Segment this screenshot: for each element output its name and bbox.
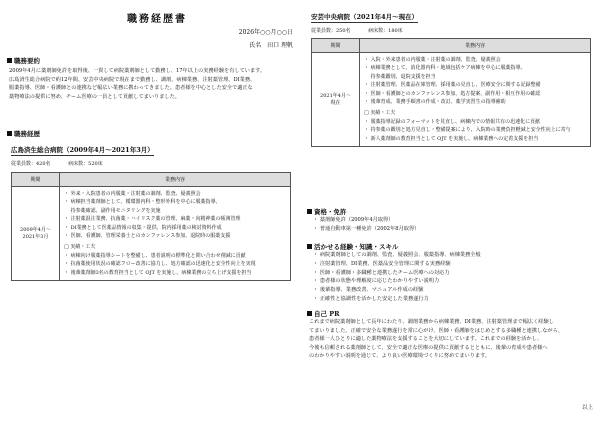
- skill-item: ・ 医師・看護師・多職種と連携したチーム医療への対応力: [313, 269, 450, 276]
- applicant-name: 氏名 田口 理帆: [249, 42, 293, 49]
- duty-item: ・ 後輩育成、業務手順書の作成・改訂、薬学実習生の指導補助: [364, 99, 506, 106]
- pr-text: [309, 318, 593, 361]
- square-bullet-icon: [307, 209, 312, 214]
- duty-item: ・ 病棟担当薬剤師として、循環器内科・整形外科を中心に服薬指導、: [64, 199, 221, 206]
- square-bullet-icon: [307, 311, 312, 316]
- licenses-list: [313, 216, 419, 234]
- company-meta: [311, 27, 419, 34]
- bed-count: 病床数：520床: [68, 161, 103, 167]
- pr-heading: 自己 PR: [307, 309, 340, 318]
- left-column: [7, 0, 293, 424]
- company-name: 安芸中央病院（2021年4月～現在）: [311, 13, 419, 21]
- employee-count: 従業員数：420名: [11, 161, 51, 167]
- duty-item: ・ 入院・外来患者の内服薬・注射薬の調剤、監査、疑義照会: [364, 57, 501, 63]
- skills-heading: 活かせる経験・知識・スキル: [307, 242, 398, 251]
- summary-line: 服薬指導、医師・看護師との連携など幅広い業務に携わってきました。患者様を中心とした安全で適正な: [9, 85, 253, 92]
- achievement-item: ・ 病棟向け服薬指導シートを整備し、患者説明の標準化と問い合わせ削減に貢献: [64, 252, 246, 259]
- period-header: 期間: [312, 39, 360, 53]
- content-header: 業務内容: [60, 173, 291, 187]
- skill-item: ・ 病院薬剤師としての調剤、監査、疑義照会、服薬指導、病棟業務全般: [313, 252, 481, 258]
- summary-text: [9, 67, 293, 101]
- period-cell: 2009年4月～ 2021年3月: [12, 187, 60, 281]
- content-cell: [360, 53, 591, 147]
- skill-item: ・ 注射薬管理、DI業務、医薬品安全管理に関する実務経験: [313, 260, 451, 267]
- closing-text: 以上: [581, 405, 593, 411]
- pr-line: てまいりました。正確で安全な業務遂行を常に心がけ、医師・看護師をはじめとする多職種と連携しながら、: [309, 327, 563, 334]
- achievement-item: ・ 持参薬の鑑別と処方見直し・整備提案により、入院時の業務負担軽減と安全性向上に寄与: [364, 127, 571, 134]
- achievement-item: ・ 服薬指導記録のフォーマットを見直し、病棟内での情報共有の迅速化に貢献: [364, 118, 541, 125]
- skill-item: ・ 後輩指導、業務改善、マニュアル作成の経験: [313, 287, 424, 294]
- achievements-heading: □ 実績・工夫: [364, 110, 396, 117]
- achievements-heading: □ 実績・工夫: [64, 244, 96, 251]
- bed-count: 病床数：180床: [368, 28, 403, 34]
- content-cell: [60, 187, 291, 281]
- pr-line: のわかりやすい説明を通じて、より良い医療環境づくりに努めてまいります。: [309, 353, 491, 360]
- licenses-heading: 資格・免許: [307, 207, 347, 216]
- license-item: ・ 薬剤師免許（2009年4月取得）: [313, 217, 394, 223]
- duty-item: 持参薬鑑別、退院支援を担当: [364, 73, 436, 80]
- summary-line: 広島済生総合病院で約12年間、安芸中央病院で現在まで勤務し、調剤、病棟業務、注射薬管理、DI業務、: [9, 76, 256, 83]
- period-header: 期間: [12, 173, 60, 187]
- square-bullet-icon: [7, 131, 12, 136]
- job-table: [11, 172, 291, 281]
- company-meta: [11, 160, 119, 167]
- duty-item: ・ DI業務として医薬品情報の収集・提供、院内採用薬の検討資料作成: [64, 224, 222, 231]
- achievement-item: ・ 後輩薬剤師3名の教育担当として OJT を実施し、病棟業務の立ち上げ支援を担当: [64, 269, 252, 276]
- duty-item: 持参薬確認、副作用モニタリングを実施: [64, 207, 161, 214]
- skills-list: [313, 251, 481, 304]
- duty-item: ・ 医師、看護師、管理栄養士とのカンファレンス参加、退院時の服薬支援: [64, 233, 231, 240]
- duty-item: ・ 医師・看護師とのカンファレンス参加、処方提案、副作用・相互作用の確認: [364, 90, 541, 97]
- company-name: 広島済生総合病院（2009年4月～2021年3月）: [11, 146, 154, 154]
- duty-item: ・ 注射薬混注業務、抗菌薬・ハイリスク薬の管理、麻薬・向精神薬の帳簿管理: [64, 216, 241, 223]
- job-table: [311, 38, 591, 147]
- summary-line: 薬物療法の提供に努め、チーム医療の一員として貢献してまいりました。: [9, 93, 180, 100]
- square-bullet-icon: [7, 58, 12, 63]
- employee-count: 従業員数：250名: [311, 28, 351, 34]
- summary-line: 2009年4月に薬剤師免許を取得後、一貫して病院薬剤師として勤務し、17年以上の実務経験を有しています。: [9, 68, 266, 74]
- license-item: ・ 普通自動車第一種免許（2002年8月取得）: [313, 225, 420, 232]
- achievement-item: ・ 新人薬剤師の教育担当として OJT を実施し、病棟業務への定着支援を担当: [364, 135, 539, 142]
- history-heading: 職務経歴: [7, 129, 40, 138]
- duty-item: ・ 外来・入院患者の内服薬・注射薬の調剤、監査、疑義照会: [64, 191, 201, 197]
- duty-item: ・ 病棟業務として、消化器内科・地域包括ケア病棟を中心に服薬指導、: [364, 65, 526, 72]
- skill-item: ・ 患者様の状態や理解度に応じたわかりやすい説明力: [313, 278, 440, 285]
- content-header: 業務内容: [360, 39, 591, 53]
- achievement-item: ・ 抗菌薬使用状況の確認フロー改善に協力し、処方確認の迅速化と安全性向上を実現: [64, 261, 256, 268]
- period-cell: 2021年4月～ 現在: [312, 53, 360, 147]
- document-date: 2026年○○月○○日: [238, 29, 293, 36]
- pr-line: これまで病院薬剤師として長年にわたり、調剤業務から病棟業務、DI業務、注射薬管理まで幅広く経験し: [309, 319, 554, 325]
- duty-item: ・ 注射薬管理、医薬品在庫管理、採用薬の見直し、医療安全に関する記録整備: [364, 82, 541, 89]
- right-column: [307, 0, 593, 424]
- document-title: 職務経歴書: [127, 14, 187, 25]
- summary-heading: 職務要約: [7, 56, 40, 65]
- pr-line: 今後も信頼される薬剤師として、安全で適正な医療の提供に貢献するとともに、後輩の育成や患者様へ: [309, 344, 548, 351]
- square-bullet-icon: [307, 244, 312, 249]
- pr-line: 患者様一人ひとりに適した薬物療法を支援することを大切にしています。これまでの経験を活かし、: [309, 336, 543, 343]
- skill-item: ・ 正確性と協調性を活かした安定した業務遂行力: [313, 295, 429, 302]
